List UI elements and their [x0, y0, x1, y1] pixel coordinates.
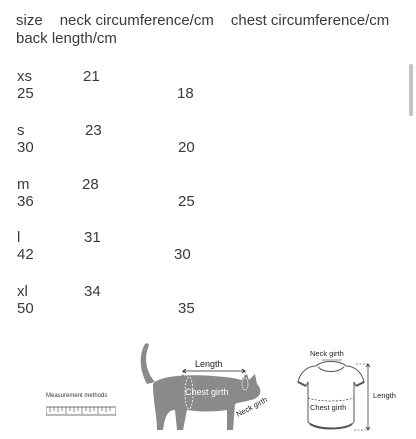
table-row — [0, 283, 416, 323]
table-row — [0, 229, 416, 269]
row-neck: 31 — [84, 229, 101, 246]
row-neck: 23 — [85, 122, 102, 139]
cat-neck-label: Neck girth — [234, 394, 269, 419]
measurement-methods — [46, 393, 120, 421]
row-chest: 25 — [178, 193, 195, 210]
row-back: 25 — [17, 85, 34, 102]
row-size: s — [17, 122, 25, 139]
row-back: 36 — [17, 193, 34, 210]
row-neck: 34 — [84, 283, 101, 300]
header-size: size — [16, 12, 43, 29]
row-chest: 30 — [174, 246, 191, 263]
row-size: l — [17, 229, 21, 246]
row-size: m — [17, 176, 30, 193]
table-header — [16, 12, 408, 48]
row-chest: 20 — [178, 139, 195, 156]
ruler-icon — [46, 406, 116, 416]
row-back: 30 — [17, 139, 34, 156]
scrollbar[interactable] — [409, 64, 413, 116]
measurement-label: Measurement methods — [46, 393, 108, 399]
header-back: back length/cm — [16, 30, 117, 47]
cat-chest-label: Chest girth — [185, 387, 229, 397]
table-row — [0, 176, 416, 216]
header-neck: neck circumference/cm — [59, 12, 214, 29]
shirt-neck-label: Neck girth — [310, 349, 344, 358]
table-row — [0, 122, 416, 162]
header-chest: chest circumference/cm — [230, 12, 390, 29]
shirt-chest-label: Chest girth — [310, 403, 347, 412]
row-chest: 18 — [177, 85, 194, 102]
shirt-length-label: Length — [373, 391, 396, 400]
cat-length-label: Length — [195, 359, 223, 369]
table-row — [0, 68, 416, 108]
row-chest: 35 — [178, 300, 195, 317]
row-back: 42 — [17, 246, 34, 263]
cat-silhouette-icon — [135, 340, 280, 435]
row-neck: 28 — [82, 176, 99, 193]
row-back: 50 — [17, 300, 34, 317]
row-size: xs — [17, 68, 32, 85]
row-size: xl — [17, 283, 28, 300]
pet-shirt-icon — [292, 346, 408, 438]
row-neck: 21 — [83, 68, 100, 85]
